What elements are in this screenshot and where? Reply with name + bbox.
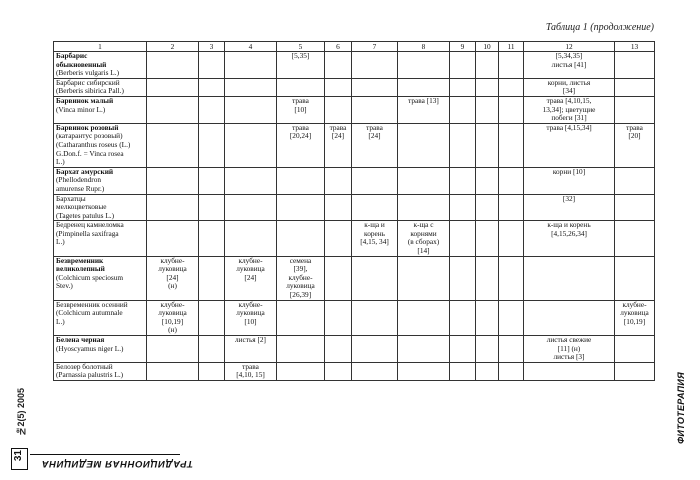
plant-table (53, 41, 655, 381)
plant-name-detail: L.) (56, 316, 65, 326)
plant-name-detail: (Berberis sibirica Pall.) (56, 86, 124, 96)
table-cell (476, 336, 499, 363)
table-cell (225, 52, 277, 79)
plant-name: Бархат амурский (56, 166, 114, 176)
cell-text: трава [13] (408, 95, 439, 105)
table-cell (398, 336, 450, 363)
plant-name-detail: (Berberis vulgaris L.) (56, 68, 120, 78)
table-cell (476, 256, 499, 300)
table-cell (499, 96, 524, 123)
table-row (54, 78, 655, 96)
plant-name-cell (54, 78, 147, 96)
column-header: 3 (199, 42, 225, 52)
cell-text: (н) (168, 281, 177, 291)
plant-name: Барвинок розовый (56, 122, 119, 132)
plant-name-detail: Бедренец камнеломка (56, 220, 124, 230)
table-cell (225, 167, 277, 194)
cell-text: трава (292, 95, 309, 105)
table-cell (325, 300, 352, 335)
cell-text: клубне- (238, 255, 263, 265)
table-cell (499, 167, 524, 194)
column-header: 8 (398, 42, 450, 52)
plant-name-cell (54, 96, 147, 123)
plant-name-cell (54, 194, 147, 221)
table-cell (325, 336, 352, 363)
cell-text: семена (289, 255, 312, 265)
plant-name-detail: (Hyoscyamus niger L.) (56, 343, 124, 353)
table-cell (147, 336, 199, 363)
table-row (54, 194, 655, 221)
column-header: 13 (615, 42, 655, 52)
table-cell (476, 194, 499, 221)
table-cell (476, 167, 499, 194)
table-cell (450, 221, 476, 256)
table-cell (225, 256, 277, 300)
plant-name-detail: amurense Rupr.) (56, 183, 105, 193)
cell-text: [5,35] (291, 51, 310, 60)
table-cell (524, 96, 615, 123)
table-cell (524, 362, 615, 380)
table-cell (450, 52, 476, 79)
cell-text: [20,24] (289, 131, 312, 141)
table-cell (499, 221, 524, 256)
table-cell (450, 123, 476, 167)
table-row (54, 123, 655, 167)
table-cell (277, 194, 325, 221)
table-cell (398, 221, 450, 256)
cell-text: луковица (620, 308, 649, 318)
table-cell (277, 96, 325, 123)
cell-text: [10] (294, 104, 307, 114)
table-cell (325, 123, 352, 167)
plant-name-cell (54, 52, 147, 79)
table-cell (398, 78, 450, 96)
cell-text: к-ща и (364, 220, 385, 230)
plant-name-detail: Безвременник осенний (56, 299, 128, 309)
table-cell (398, 194, 450, 221)
cell-text: клубне- (288, 272, 313, 282)
page-number: 31 (13, 450, 24, 462)
cell-text: [32] (562, 193, 576, 203)
table-cell (147, 256, 199, 300)
cell-text: [10,19] (623, 316, 646, 326)
table-row (54, 300, 655, 335)
cell-text: листья [3] (553, 352, 585, 362)
table-cell (499, 336, 524, 363)
table-row (54, 221, 655, 256)
plant-name-cell (54, 123, 147, 167)
table-cell (615, 362, 655, 380)
plant-name-detail: Бархатцы (56, 193, 86, 203)
column-header: 5 (277, 42, 325, 52)
table-cell (277, 123, 325, 167)
cell-text: [14] (417, 246, 430, 256)
table-cell (147, 221, 199, 256)
table-cell (199, 336, 225, 363)
cell-text: корни [10] (552, 166, 586, 176)
table-cell (325, 52, 352, 79)
plant-name: Барвинок малый (56, 95, 114, 105)
table-cell (615, 256, 655, 300)
table-cell (277, 300, 325, 335)
cell-text: трава [4,10,15, (546, 95, 592, 105)
table-cell (352, 362, 398, 380)
table-header-row (54, 42, 655, 52)
plant-name: обыкновенный (56, 59, 107, 69)
cell-text: к-ща с (413, 220, 434, 230)
table-row (54, 362, 655, 380)
table-cell (147, 78, 199, 96)
footer-rule (30, 454, 180, 455)
table-row (54, 336, 655, 363)
table-cell (199, 221, 225, 256)
cell-text: [24] (244, 272, 257, 282)
column-header: 12 (524, 42, 615, 52)
table-cell (524, 123, 615, 167)
table-cell (476, 96, 499, 123)
table-cell (277, 221, 325, 256)
table-row (54, 256, 655, 300)
table-cell (325, 256, 352, 300)
section-label: ФИТОТЕРАПИЯ (676, 372, 686, 444)
cell-text: луковица (158, 308, 187, 318)
table-cell (499, 362, 524, 380)
table-cell (352, 123, 398, 167)
plant-name: Белена черная (56, 335, 105, 344)
cell-text: клубне- (160, 299, 185, 309)
plant-name-detail: L.) (56, 157, 65, 167)
table-cell (199, 194, 225, 221)
table-cell (352, 300, 398, 335)
table-cell (499, 194, 524, 221)
table-cell (615, 96, 655, 123)
table-cell (450, 78, 476, 96)
table-cell (524, 336, 615, 363)
table-cell (199, 123, 225, 167)
column-header: 6 (325, 42, 352, 52)
table-cell (450, 256, 476, 300)
table-cell (277, 256, 325, 300)
table-cell (225, 78, 277, 96)
cell-text: луковица (236, 264, 265, 274)
plant-name-detail: (Pimpinella saxifraga (56, 228, 119, 238)
column-header: 2 (147, 42, 199, 52)
table-cell (499, 52, 524, 79)
table-cell (615, 78, 655, 96)
cell-text: клубне- (622, 299, 647, 309)
table-cell (450, 300, 476, 335)
cell-text: [4,15,26,34] (551, 228, 587, 238)
table-cell (325, 221, 352, 256)
column-header: 7 (352, 42, 398, 52)
column-header: 10 (476, 42, 499, 52)
table-cell (476, 78, 499, 96)
table-cell (476, 300, 499, 335)
column-header: 1 (54, 42, 147, 52)
plant-name-detail: Stev.) (56, 281, 73, 291)
issue-label: №2(5) 2005 (16, 388, 26, 437)
table-cell (398, 256, 450, 300)
cell-text: корнями (410, 228, 437, 238)
table-cell (147, 194, 199, 221)
table-cell (199, 96, 225, 123)
table-cell (325, 194, 352, 221)
table-cell (225, 221, 277, 256)
cell-text: трава (366, 122, 383, 132)
plant-name-detail: (катарантус розовый) (56, 131, 123, 141)
table-cell (277, 78, 325, 96)
cell-text: корни, листья (547, 77, 591, 87)
table-caption: Таблица 1 (продолжение) (545, 22, 654, 33)
cell-text: [24] (331, 131, 345, 141)
table-cell (277, 362, 325, 380)
cell-text: клубне- (238, 299, 263, 309)
table-cell (524, 256, 615, 300)
table-cell (398, 123, 450, 167)
journal-title: ТРАДИЦИОННАЯ МЕДИЦИНА (41, 458, 193, 469)
plant-name-cell (54, 300, 147, 335)
plant-name-cell (54, 362, 147, 380)
column-header: 11 (499, 42, 524, 52)
table-cell (398, 300, 450, 335)
table-cell (450, 167, 476, 194)
table-cell (615, 336, 655, 363)
column-header: 4 (225, 42, 277, 52)
table-cell (225, 194, 277, 221)
table-cell (524, 78, 615, 96)
cell-text: трава (329, 122, 347, 132)
table-cell (524, 194, 615, 221)
plant-name-cell (54, 221, 147, 256)
table-cell (476, 221, 499, 256)
plant-name-detail: G.Don.f. = Vinca rosea (56, 148, 124, 158)
table-cell (450, 194, 476, 221)
table-cell (199, 52, 225, 79)
table-cell (199, 167, 225, 194)
table-row (54, 96, 655, 123)
table-cell (615, 167, 655, 194)
cell-text: трава (242, 361, 259, 371)
table-cell (499, 256, 524, 300)
plant-name-detail: Белозер болотный (56, 361, 113, 371)
table-cell (147, 300, 199, 335)
plant-name-detail: Барбарис сибирский (56, 77, 120, 87)
cell-text: (н) (168, 325, 177, 335)
table-cell (147, 123, 199, 167)
table-cell (352, 52, 398, 79)
table-cell (325, 78, 352, 96)
table-cell (352, 221, 398, 256)
plant-name-detail: мелкоцветковые (56, 202, 107, 212)
table-cell (615, 221, 655, 256)
plant-name-detail: (Tagetes patulus L.) (56, 210, 115, 220)
cell-text: [34] (562, 86, 576, 96)
cell-text: корень (364, 228, 385, 238)
cell-text: [5,34,35] (555, 51, 583, 60)
table-cell (277, 336, 325, 363)
table-cell (147, 96, 199, 123)
table-cell (199, 300, 225, 335)
table-cell (352, 194, 398, 221)
cell-text: (в сборах) (407, 237, 440, 247)
table-cell (352, 78, 398, 96)
plant-name: Безвременник (56, 255, 104, 265)
cell-text: [10,19] (161, 316, 184, 326)
table-cell (147, 362, 199, 380)
cell-text: луковица (286, 281, 315, 291)
plant-name-detail: (Colchicum speciosum (56, 272, 124, 282)
cell-text: побеги [31] (551, 113, 587, 123)
table-cell (325, 362, 352, 380)
plant-name-detail: (Catharanthus roseus (L.) (56, 139, 131, 149)
plant-name-detail: (Vinca minor L.) (56, 104, 106, 114)
table-cell (524, 167, 615, 194)
table-cell (615, 123, 655, 167)
table-cell (524, 300, 615, 335)
table-cell (398, 52, 450, 79)
table-cell (450, 362, 476, 380)
table-cell (476, 123, 499, 167)
column-header: 9 (450, 42, 476, 52)
table-cell (450, 336, 476, 363)
table-cell (352, 96, 398, 123)
table-cell (398, 362, 450, 380)
table-cell (476, 362, 499, 380)
cell-text: листья [41] (551, 59, 587, 69)
cell-text: клубне- (160, 255, 185, 265)
cell-text: [24] (166, 272, 179, 282)
table-cell (615, 300, 655, 335)
plant-name: великолепный (56, 264, 105, 274)
table-cell (147, 52, 199, 79)
plant-name-cell (54, 167, 147, 194)
plant-name-detail: (Phellodendron (56, 175, 101, 185)
cell-text: [39], (293, 264, 308, 274)
cell-text: к-ща и корень (547, 220, 591, 230)
cell-text: листья [2] (235, 335, 266, 344)
table-cell (199, 362, 225, 380)
table-cell (277, 52, 325, 79)
cell-text: [26,39] (289, 290, 312, 300)
plant-name-detail: (Colchicum autumnale (56, 308, 123, 318)
cell-text: [4,10, 15] (236, 370, 265, 380)
cell-text: [11] (н) (557, 343, 581, 353)
table-cell (352, 336, 398, 363)
table-row (54, 52, 655, 79)
table-cell (476, 52, 499, 79)
table-cell (524, 52, 615, 79)
table-cell (225, 362, 277, 380)
table-cell (499, 123, 524, 167)
table-cell (499, 78, 524, 96)
plant-name-cell (54, 336, 147, 363)
cell-text: листья свежие (546, 335, 592, 344)
table-cell (199, 256, 225, 300)
cell-text: [10] (244, 316, 257, 326)
cell-text: трава (292, 122, 309, 132)
plant-name-cell (54, 256, 147, 300)
cell-text: трава (626, 122, 643, 132)
table-cell (325, 167, 352, 194)
table-cell (225, 336, 277, 363)
table-cell (615, 52, 655, 79)
table-cell (199, 78, 225, 96)
table-cell (225, 123, 277, 167)
plant-name: Барбарис (56, 51, 88, 60)
table-row (54, 167, 655, 194)
cell-text: луковица (236, 308, 265, 318)
table-cell (325, 96, 352, 123)
table-cell (398, 96, 450, 123)
cell-text: трава [4,15,34] (546, 122, 592, 132)
table-cell (615, 194, 655, 221)
cell-text: 13,34]; цветущие (542, 104, 596, 114)
cell-text: луковица (158, 264, 187, 274)
table-cell (450, 96, 476, 123)
plant-name-detail: (Parnassia palustris L.) (56, 370, 124, 380)
table-cell (398, 167, 450, 194)
table-cell (225, 300, 277, 335)
table-cell (524, 221, 615, 256)
plant-name-detail: L.) (56, 237, 65, 247)
table-cell (499, 300, 524, 335)
table-cell (225, 96, 277, 123)
cell-text: [4,15, 34] (360, 237, 389, 247)
table-cell (352, 256, 398, 300)
table-cell (147, 167, 199, 194)
table-cell (277, 167, 325, 194)
cell-text: [20] (628, 131, 641, 141)
cell-text: [24] (368, 131, 381, 141)
table-cell (352, 167, 398, 194)
